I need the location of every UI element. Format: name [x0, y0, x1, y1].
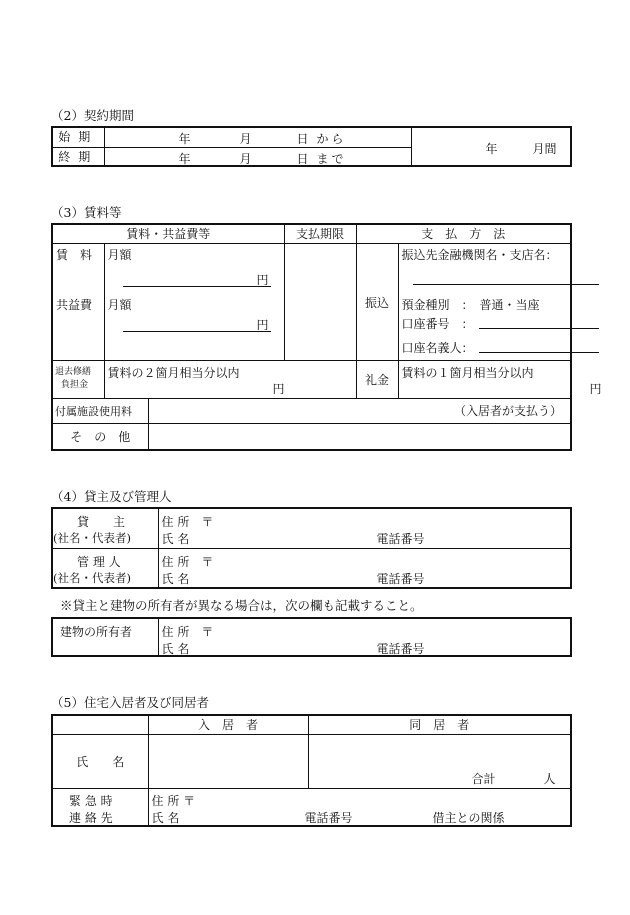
facility-label-cell [52, 398, 148, 423]
start-date-cell [104, 127, 411, 147]
name-label: 氏 名 [76, 754, 125, 769]
lessor-phone-label: 電話番号 [376, 532, 425, 546]
bank-info-cell [398, 243, 571, 361]
account-holder-label: 口座名義人： [401, 340, 474, 355]
lessor-table [51, 507, 572, 589]
repair-label-1: 退去修繕 [55, 367, 92, 378]
emergency-label-cell [52, 788, 148, 826]
facility-note: （入居者が支払う） [454, 404, 563, 419]
manager-name-label: 氏 名 [161, 571, 190, 586]
owner-info-cell [158, 618, 571, 656]
owner-note: ※貸主と建物の所有者が異なる場合は，次の欄も記載すること。 [60, 598, 423, 613]
period-year-label: 年 [485, 142, 498, 156]
account-no-line [479, 328, 599, 329]
key-money-yen: 円 [589, 382, 602, 397]
bank-label: 振込先金融機関名・支店名： [401, 247, 558, 262]
emergency-label-1: 緊 急 時 [69, 793, 113, 808]
lessor-info-cell [158, 508, 571, 548]
header-method: 支 払 方 法 [356, 224, 571, 243]
manager-address-label: 住 所 〒 [161, 554, 214, 569]
residents-corner-cell [52, 715, 148, 734]
owner-address-label: 住 所 〒 [161, 625, 214, 639]
end-month-label: 月 [239, 151, 252, 166]
persons-label: 人 [543, 771, 556, 786]
deposit-type-label: 預金種別 ： 普通・当座 [401, 297, 540, 312]
emergency-info-cell [148, 788, 571, 826]
residents-table [51, 714, 572, 827]
manager-label-1: 管 理 人 [77, 554, 121, 569]
lessor-label-1: 貸 主 [77, 515, 126, 529]
section-residents-title: （5）住宅入居者及び同居者 [51, 695, 209, 710]
transfer-label: 振込 [365, 295, 390, 310]
section-rent-title: （3）賃料等 [51, 205, 122, 220]
header-fee: 賃料・共益費等 [52, 224, 284, 243]
facility-value-cell [148, 398, 571, 423]
lessor-label-2: (社名・代表者) [53, 531, 131, 545]
lessor-address-label: 住 所 〒 [161, 515, 214, 529]
emergency-address-label: 住 所 〒 [151, 793, 196, 808]
rent-yen-label: 円 [256, 272, 269, 287]
rent-amount-line [123, 286, 271, 287]
total-label: 合計 [471, 771, 496, 786]
start-day-label: 日 [296, 132, 309, 146]
owner-label-cell [52, 618, 158, 656]
common-yen-label: 円 [256, 317, 269, 332]
account-no-label: 口座番号 ： [401, 316, 474, 331]
key-money-label: 礼金 [365, 373, 390, 388]
key-money-value-cell [398, 361, 602, 398]
common-fee-label: 共益費 [56, 297, 93, 312]
bank-line [413, 284, 599, 285]
name-label-cell [52, 734, 148, 788]
end-year-label: 年 [178, 151, 191, 166]
rent-amount-cell [104, 243, 284, 361]
period-month-label: 月間 [532, 142, 557, 156]
owner-phone-label: 電話番号 [376, 642, 425, 656]
due-date-cell [284, 243, 356, 361]
emergency-relation-label: 借主との関係 [432, 810, 505, 825]
account-holder-line [479, 352, 599, 353]
lessor-name-label: 氏 名 [161, 532, 190, 546]
repair-value: 賃料の２箇月相当分以内 [107, 366, 240, 381]
owner-table [51, 617, 572, 657]
repair-label-2: 負担金 [61, 380, 89, 391]
lessor-label-cell [52, 508, 158, 548]
resident-name-cell [148, 734, 308, 788]
owner-label: 建物の所有者 [60, 625, 133, 639]
manager-label-cell [52, 548, 158, 588]
end-until-label: まで [316, 151, 347, 166]
cohabitant-header: 同 居 者 [308, 715, 571, 734]
other-label: そ の 他 [70, 430, 131, 445]
key-money-label-cell [356, 361, 398, 398]
repair-value-cell [104, 361, 356, 398]
owner-name-label: 氏 名 [161, 642, 190, 656]
common-amount-line [123, 331, 271, 332]
contract-period-table [51, 126, 572, 167]
end-date-cell [104, 147, 411, 166]
other-label-cell [52, 424, 148, 450]
manager-label-2: (社名・代表者) [53, 570, 131, 585]
resident-header: 入 居 者 [148, 715, 308, 734]
transfer-cell [356, 243, 398, 361]
rent-label: 賃 料 [56, 247, 93, 262]
manager-info-cell [158, 548, 571, 588]
rent-monthly-label: 月額 [107, 247, 132, 262]
rent-table [51, 223, 602, 451]
cohabitant-name-cell [308, 734, 571, 788]
section-contract-period-title: （2）契約期間 [51, 108, 134, 123]
end-label: 終期 [52, 147, 104, 166]
period-length-cell [411, 127, 571, 166]
start-month-label: 月 [239, 132, 252, 146]
repair-label-cell [52, 361, 104, 398]
section-lessor-title: （4）貸主及び管理人 [51, 489, 172, 504]
manager-phone-label: 電話番号 [376, 571, 425, 586]
rent-label-cell [52, 243, 104, 361]
start-from-label: から [316, 132, 347, 146]
start-label: 始期 [52, 127, 104, 147]
emergency-phone-label: 電話番号 [304, 810, 353, 825]
other-value-cell [148, 424, 571, 450]
start-year-label: 年 [178, 132, 191, 146]
end-day-label: 日 [296, 151, 309, 166]
header-due: 支払期限 [284, 224, 356, 243]
emergency-name-label: 氏 名 [151, 810, 180, 825]
facility-label: 付属施設使用料 [55, 404, 132, 418]
common-monthly-label: 月額 [107, 297, 132, 312]
key-money-value: 賃料の１箇月相当分以内 [401, 366, 534, 381]
emergency-label-2: 連 絡 先 [69, 810, 113, 825]
repair-yen: 円 [272, 382, 285, 397]
